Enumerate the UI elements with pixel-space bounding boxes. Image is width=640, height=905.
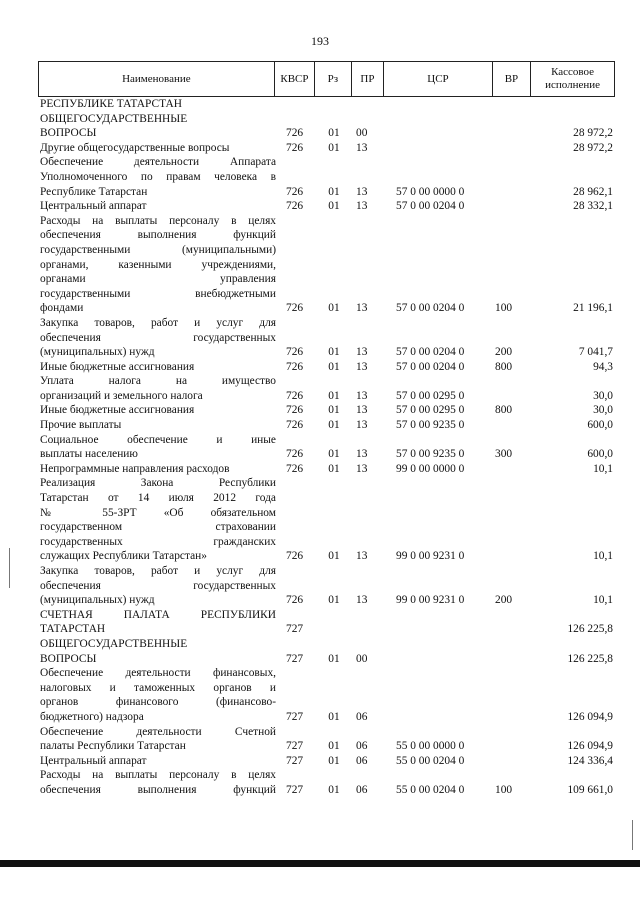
row-name-line: Республике Татарстан [40, 185, 148, 198]
row-name-line: Закупка товаров, работ и услуг для [40, 316, 276, 329]
row-name [38, 666, 276, 724]
header-sum: Кассовое исполнение [530, 62, 614, 96]
table-row [38, 433, 615, 462]
row-name-line: служащих Республики Татарстан» [40, 550, 207, 563]
table-row [38, 666, 615, 724]
cell-rz: 01 [328, 754, 340, 767]
row-name-line: ТАТАРСТАН [40, 623, 106, 636]
cell-kvsr: 726 [286, 550, 304, 563]
cell-pr: 13 [356, 346, 368, 359]
row-name-line: Обеспечение деятельности финансовых, [40, 667, 276, 680]
cell-kvsr: 726 [286, 302, 304, 315]
cell-csr: 57 0 00 0204 0 [396, 346, 465, 359]
cell-sum: 30,0 [593, 404, 613, 417]
page-number: 193 [311, 34, 329, 48]
row-name-line: (муниципальных) нужд [40, 594, 155, 607]
cell-rz: 01 [328, 419, 340, 432]
cell-rz: 01 [328, 302, 340, 315]
table-row [38, 112, 615, 141]
cell-pr: 13 [356, 302, 368, 315]
cell-rz: 01 [328, 448, 340, 461]
row-name-line: Прочие выплаты [40, 419, 122, 432]
cell-pr: 00 [356, 127, 368, 140]
cell-pr: 13 [356, 594, 368, 607]
cell-kvsr: 727 [286, 623, 304, 636]
row-name-line: Иные бюджетные ассигнования [40, 360, 195, 373]
row-name-line: Центральный аппарат [40, 754, 147, 767]
table-row [38, 476, 615, 564]
header-vr: ВР [492, 62, 530, 96]
scan-artifact-right [632, 820, 633, 850]
budget-table [38, 61, 615, 798]
row-name-line: обеспечения выполнения функций [40, 783, 276, 796]
cell-kvsr: 726 [286, 404, 304, 417]
cell-kvsr: 727 [286, 754, 304, 767]
row-name [38, 418, 276, 433]
table-body [38, 97, 615, 798]
row-name-line: РЕСПУБЛИКЕ ТАТАРСТАН [40, 98, 182, 110]
table-row [38, 316, 615, 360]
row-name-line: Иные бюджетные ассигнования [40, 404, 195, 417]
cell-csr: 55 0 00 0204 0 [396, 754, 465, 767]
row-name [38, 754, 276, 769]
cell-csr: 57 0 00 9235 0 [396, 419, 465, 432]
row-name [38, 374, 276, 403]
cell-sum: 10,1 [593, 594, 613, 607]
cell-kvsr: 726 [286, 419, 304, 432]
table-row [38, 199, 615, 214]
cell-rz: 01 [328, 141, 340, 154]
cell-pr: 13 [356, 462, 368, 475]
row-name-line: обеспечения государственных [40, 331, 276, 344]
cell-pr: 13 [356, 360, 368, 373]
row-name [38, 360, 276, 375]
row-name-line: налоговых и таможенных органов и [40, 681, 276, 694]
cell-pr: 13 [356, 550, 368, 563]
cell-kvsr: 726 [286, 594, 304, 607]
row-name-line: Центральный аппарат [40, 200, 147, 213]
cell-sum: 28 972,2 [573, 127, 613, 140]
cell-pr: 13 [356, 404, 368, 417]
cell-kvsr: 727 [286, 740, 304, 753]
table-header [38, 61, 615, 97]
row-name-line: государственном страховании [40, 521, 276, 534]
cell-pr: 00 [356, 652, 368, 665]
table-row [38, 608, 615, 637]
cell-csr: 57 0 00 0204 0 [396, 302, 465, 315]
cell-sum: 30,0 [593, 389, 613, 402]
row-name [38, 97, 276, 112]
cell-csr: 57 0 00 0295 0 [396, 404, 465, 417]
table-row [38, 155, 615, 199]
row-name-line: бюджетного) надзора [40, 710, 144, 723]
row-name-line: СЧЕТНАЯ ПАЛАТА РЕСПУБЛИКИ [40, 608, 276, 621]
cell-sum: 28 972,2 [573, 141, 613, 154]
row-name-line: организаций и земельного налога [40, 389, 203, 402]
table-row [38, 725, 615, 754]
cell-csr: 99 0 00 9231 0 [396, 594, 465, 607]
cell-sum: 10,1 [593, 550, 613, 563]
cell-kvsr: 726 [286, 141, 304, 154]
cell-rz: 01 [328, 594, 340, 607]
cell-vr: 800 [495, 404, 513, 417]
row-name [38, 725, 276, 754]
row-name-line: Расходы на выплаты персоналу в целях [40, 214, 276, 227]
row-name-line: Обеспечение деятельности Аппарата [40, 156, 276, 169]
cell-sum: 600,0 [587, 448, 613, 461]
row-name-line: органами, казенными учреждениями, [40, 258, 276, 271]
row-name-line: Обеспечение деятельности Счетной [40, 725, 276, 738]
cell-kvsr: 726 [286, 185, 304, 198]
row-name-line: Уполномоченного по правам человека в [40, 170, 276, 183]
cell-sum: 600,0 [587, 419, 613, 432]
row-name [38, 403, 276, 418]
row-name [38, 462, 276, 477]
row-name-line: ВОПРОСЫ [40, 127, 97, 140]
row-name [38, 112, 276, 141]
cell-csr: 57 0 00 0204 0 [396, 200, 465, 213]
cell-csr: 57 0 00 0295 0 [396, 389, 465, 402]
cell-kvsr: 726 [286, 200, 304, 213]
cell-csr: 57 0 00 0000 0 [396, 185, 465, 198]
cell-sum: 109 661,0 [567, 783, 613, 796]
scan-bottom-bar [0, 860, 640, 867]
cell-pr: 06 [356, 710, 368, 723]
header-rz: Рз [314, 62, 351, 96]
row-name [38, 433, 276, 462]
cell-sum: 10,1 [593, 462, 613, 475]
cell-pr: 13 [356, 448, 368, 461]
row-name-line: обеспечения государственных [40, 579, 276, 592]
table-row [38, 462, 615, 477]
row-name-line: ОБЩЕГОСУДАРСТВЕННЫЕ [40, 112, 188, 125]
row-name-line: № 55-ЗРТ «Об обязательном [40, 506, 276, 519]
row-name-line: выплаты населению [40, 448, 138, 461]
row-name [38, 564, 276, 608]
row-name-line: (муниципальных) нужд [40, 346, 155, 359]
cell-rz: 01 [328, 550, 340, 563]
cell-kvsr: 726 [286, 346, 304, 359]
row-name-line: обеспечения выполнения функций [40, 229, 276, 242]
cell-kvsr: 726 [286, 360, 304, 373]
table-row [38, 418, 615, 433]
cell-sum: 21 196,1 [573, 302, 613, 315]
cell-sum: 28 962,1 [573, 185, 613, 198]
row-name [38, 476, 276, 564]
cell-rz: 01 [328, 389, 340, 402]
cell-vr: 800 [495, 360, 513, 373]
cell-pr: 13 [356, 419, 368, 432]
cell-csr: 55 0 00 0204 0 [396, 783, 465, 796]
table-row [38, 374, 615, 403]
cell-vr: 200 [495, 594, 513, 607]
table-row [38, 564, 615, 608]
row-name-line: государственными (муниципальными) [40, 243, 276, 256]
cell-kvsr: 727 [286, 710, 304, 723]
row-name-line: Закупка товаров, работ и услуг для [40, 565, 276, 577]
cell-kvsr: 727 [286, 652, 304, 665]
row-name [38, 768, 276, 797]
row-name-line: ВОПРОСЫ [40, 652, 97, 665]
cell-sum: 126 225,8 [567, 652, 613, 665]
cell-rz: 01 [328, 185, 340, 198]
cell-kvsr: 726 [286, 389, 304, 402]
cell-rz: 01 [328, 346, 340, 359]
cell-rz: 01 [328, 360, 340, 373]
cell-rz: 01 [328, 652, 340, 665]
row-name-line: фондами [40, 302, 84, 315]
cell-pr: 06 [356, 783, 368, 796]
row-name [38, 608, 276, 637]
cell-sum: 126 094,9 [567, 740, 613, 753]
table-row [38, 754, 615, 769]
cell-pr: 06 [356, 740, 368, 753]
cell-sum: 7 041,7 [578, 346, 613, 359]
row-name-line: государственными внебюджетными [40, 287, 276, 300]
cell-rz: 01 [328, 710, 340, 723]
row-name-line: государственных гражданских [40, 535, 276, 548]
cell-pr: 06 [356, 754, 368, 767]
row-name-line: Непрограммные направления расходов [40, 462, 230, 475]
row-name [38, 155, 276, 199]
cell-csr: 55 0 00 0000 0 [396, 740, 465, 753]
row-name-line: Уплата налога на имущество [40, 375, 276, 388]
header-name: Наименование [122, 72, 191, 85]
table-row [38, 768, 615, 797]
row-name-line: Татарстан от 14 июля 2012 года [40, 492, 276, 505]
row-name-line: Реализация Закона Республики [40, 477, 276, 490]
row-name-line: Другие общегосударственные вопросы [40, 141, 230, 154]
row-name-line: палаты Республики Татарстан [40, 740, 186, 753]
cell-vr: 300 [495, 448, 513, 461]
cell-kvsr: 726 [286, 448, 304, 461]
cell-rz: 01 [328, 200, 340, 213]
cell-sum: 28 332,1 [573, 200, 613, 213]
cell-pr: 13 [356, 200, 368, 213]
cell-pr: 13 [356, 185, 368, 198]
table-row [38, 360, 615, 375]
header-pr: ПР [351, 62, 384, 96]
table-row [38, 637, 615, 666]
row-name [38, 316, 276, 360]
cell-sum: 124 336,4 [567, 754, 613, 767]
table-row [38, 97, 615, 112]
cell-rz: 01 [328, 740, 340, 753]
cell-sum: 94,3 [593, 360, 613, 373]
cell-csr: 99 0 00 0000 0 [396, 462, 465, 475]
cell-csr: 57 0 00 9235 0 [396, 448, 465, 461]
cell-pr: 13 [356, 141, 368, 154]
header-csr: ЦСР [383, 62, 491, 96]
cell-rz: 01 [328, 462, 340, 475]
row-name [38, 199, 276, 214]
row-name [38, 214, 276, 316]
cell-sum: 126 225,8 [567, 623, 613, 636]
row-name-line: ОБЩЕГОСУДАРСТВЕННЫЕ [40, 637, 188, 650]
header-kvsr: КВСР [274, 62, 314, 96]
row-name [38, 141, 276, 156]
cell-kvsr: 726 [286, 127, 304, 140]
cell-csr: 99 0 00 9231 0 [396, 550, 465, 563]
cell-kvsr: 726 [286, 462, 304, 475]
row-name-line: Социальное обеспечение и иные [40, 433, 276, 446]
cell-sum: 126 094,9 [567, 710, 613, 723]
row-name-line: органами управления [40, 273, 276, 286]
scan-artifact-left [9, 548, 10, 588]
cell-vr: 100 [495, 302, 513, 315]
row-name [38, 637, 276, 666]
cell-kvsr: 727 [286, 783, 304, 796]
row-name-line: Расходы на выплаты персоналу в целях [40, 769, 276, 782]
cell-pr: 13 [356, 389, 368, 402]
cell-vr: 100 [495, 783, 513, 796]
row-name-line: органов финансового (финансово- [40, 696, 276, 709]
table-row [38, 141, 615, 156]
cell-csr: 57 0 00 0204 0 [396, 360, 465, 373]
cell-rz: 01 [328, 783, 340, 796]
cell-rz: 01 [328, 404, 340, 417]
table-row [38, 403, 615, 418]
cell-vr: 200 [495, 346, 513, 359]
table-row [38, 214, 615, 316]
cell-rz: 01 [328, 127, 340, 140]
